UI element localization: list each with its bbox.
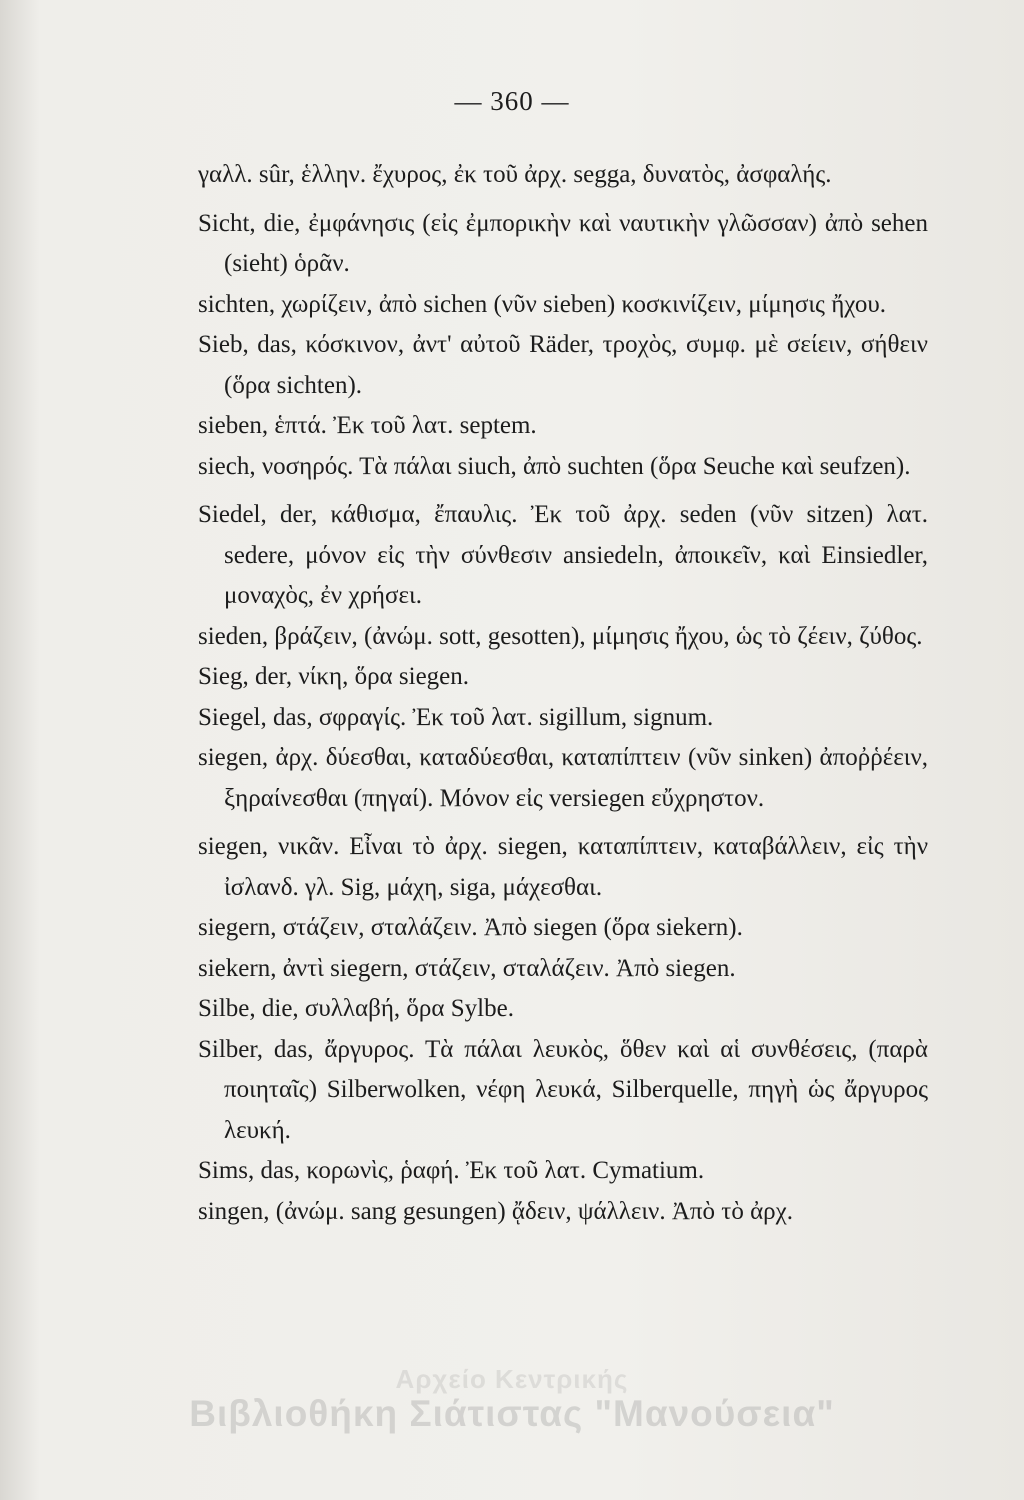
page-number: — 360 — bbox=[454, 86, 570, 116]
entry-8: Sieg, der, νίκη, ὅρα siegen. bbox=[198, 663, 470, 690]
entry-5: siech, νοσηρός. Τὰ πάλαι siuch, ἀπὸ suchten (ὅρα Seuche καὶ seufzen). bbox=[198, 452, 911, 480]
entry-2: sichten, χωρίζειν, ἀπὸ sichen (νῦν sieben) κοσκινίζειν, μίμησις ἤχου. bbox=[198, 290, 886, 318]
dictionary-text bbox=[198, 155, 928, 1232]
entry-0: γαλλ. sûr, ἑλλην. ἔχυρος, ἐκ τοῦ ἀρχ. segga, δυνατὸς, ἀσφαλής. bbox=[198, 161, 832, 188]
entry-7: sieden, βράζειν, (ἀνώμ. sott, gesotten), μίμησις ἤχου, ὡς τὸ ζέειν, ζύθος. bbox=[198, 622, 923, 650]
entry-17: singen, (ἀνώμ. sang gesungen) ᾄδειν, ψάλλειν. Ἀπὸ τὸ ἀρχ. bbox=[198, 1197, 793, 1225]
library-watermark bbox=[0, 1364, 1024, 1435]
entry-13: siekern, ἀντὶ siegern, στάζειν, σταλάζειν. Ἀπὸ siegen. bbox=[198, 954, 736, 982]
watermark-line-1: Αρχείο Κεντρικής bbox=[395, 1364, 629, 1394]
entry-9: Siegel, das, σφραγίς. Ἐκ τοῦ λατ. sigillum, signum. bbox=[198, 703, 714, 731]
watermark-line-2: Βιβλιοθήκη Σιάτιστας "Μανούσεια" bbox=[189, 1393, 835, 1434]
entry-6: Siedel, der, κάθισμα, ἔπαυλις. Ἐκ τοῦ ἀρχ. seden (νῦν sitzen) λατ. sedere, μόνον εἰς τὴν σύνθεσιν ansiedeln, ἀποικεῖν, καὶ Einsiedler, μοναχὸς, ἐν χρήσει. bbox=[198, 501, 928, 609]
entry-10: siegen, ἀρχ. δύεσθαι, καταδύεσθαι, καταπίπτειν (νῦν sinken) ἀποῤῥέειν, ξηραίνεσθαι (πηγαί). Μόνον εἰς versiegen εὔχρηστον. bbox=[198, 744, 928, 812]
entry-14: Silbe, die, συλλαβή, ὅρα Sylbe. bbox=[198, 995, 514, 1022]
entry-12: siegern, στάζειν, σταλάζειν. Ἀπὸ siegen (ὅρα siekern). bbox=[198, 914, 743, 941]
entry-4: sieben, ἑπτά. Ἐκ τοῦ λατ. septem. bbox=[198, 412, 537, 439]
entry-15: Silber, das, ἄργυρος. Τὰ πάλαι λευκὸς, ὅθεν καὶ αἱ συνθέσεις, (παρὰ ποιηταῖς) Silberwolken, νέφη λευκά, Silberquelle, πηγὴ ὡς ἄργυρος λευκή. bbox=[198, 1035, 928, 1144]
entry-3: Sieb, das, κόσκινον, ἀντ' αὐτοῦ Räder, τροχὸς, συμφ. μὲ σείειν, σήθειν (ὅρα sichten). bbox=[198, 331, 928, 399]
entry-1: Sicht, die, ἐμφάνησις (εἰς ἐμπορικὴν καὶ ναυτικὴν γλῶσσαν) ἀπὸ sehen (sieht) ὁρᾶν. bbox=[198, 209, 928, 277]
entry-11: siegen, νικᾶν. Εἶναι τὸ ἀρχ. siegen, καταπίπτειν, καταβάλλειν, εἰς τὴν ἰσλανδ. γλ. Sig, μάχη, siga, μάχεσθαι. bbox=[198, 833, 928, 901]
entry-16: Sims, das, κορωνὶς, ῥαφή. Ἐκ τοῦ λατ. Cymatium. bbox=[198, 1157, 705, 1184]
